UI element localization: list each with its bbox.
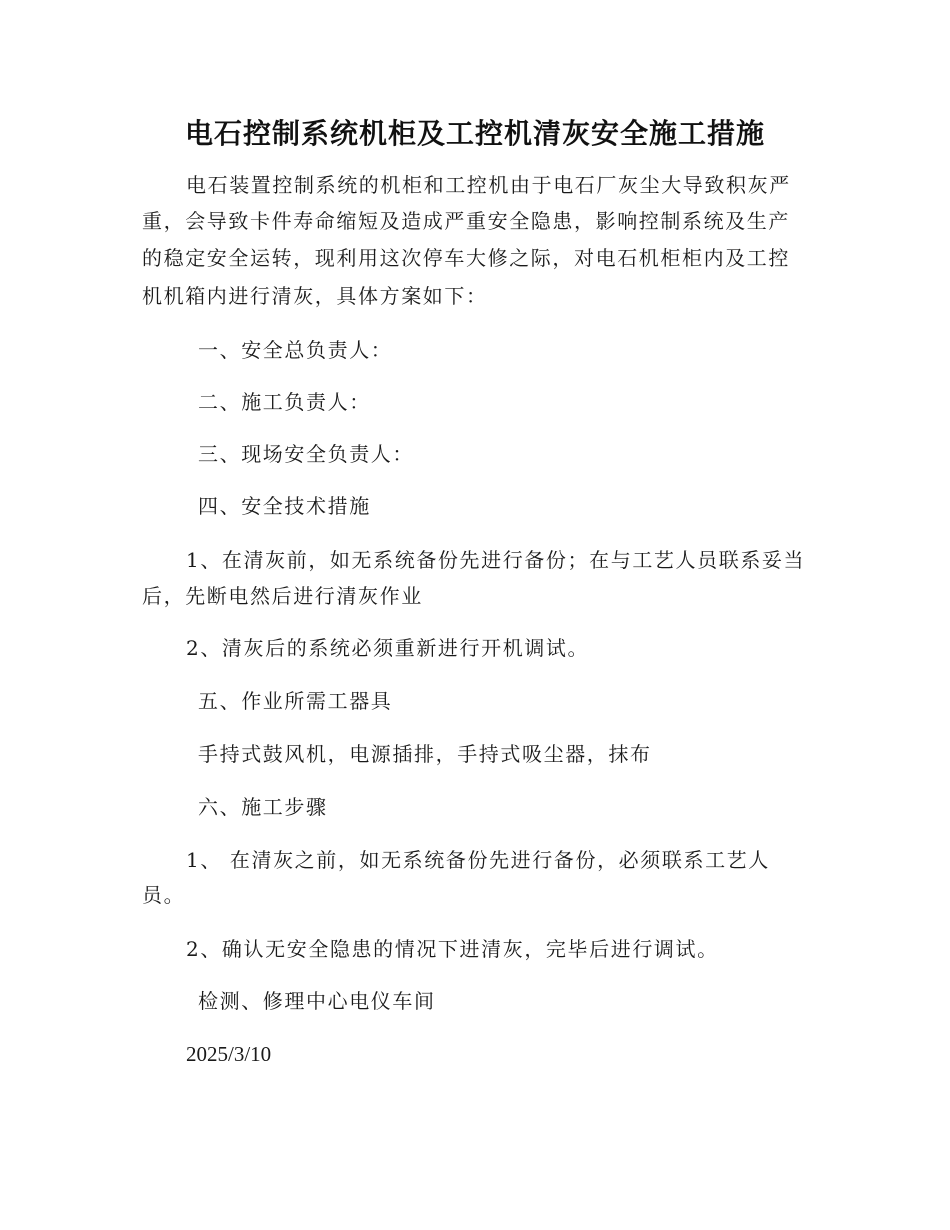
intro-line-2: 重，会导致卡件寿命缩短及造成严重安全隐患，影响控制系统及生产 [142, 209, 790, 233]
intro-line-3: 的稳定安全运转，现利用这次停车大修之际，对电石机柜柜内及工控 [142, 246, 790, 270]
section-heading-3: 三、现场安全负责人： [198, 442, 414, 466]
step-1-line-2: 员。 [142, 883, 186, 907]
step-2: 2、确认无安全隐患的情况下进清灰，完毕后进行调试。 [186, 937, 719, 961]
intro-line-1: 电石装置控制系统的机柜和工控机由于电石厂灰尘大导致积灰严 [186, 173, 791, 197]
tools-list: 手持式鼓风机，电源插排，手持式吸尘器，抹布 [198, 742, 652, 766]
measure-2: 2、清灰后的系统必须重新进行开机调试。 [186, 636, 590, 660]
section-heading-1: 一、安全总负责人： [198, 338, 393, 362]
step-1-line-1: 1、 在清灰之前，如无系统备份先进行备份，必须联系工艺人 [186, 848, 770, 872]
section-heading-4: 四、安全技术措施 [198, 494, 371, 518]
section-heading-2: 二、施工负责人： [198, 390, 371, 414]
section-heading-6: 六、施工步骤 [198, 795, 328, 819]
intro-line-4: 机机箱内进行清灰，具体方案如下： [142, 284, 488, 308]
section-heading-5: 五、作业所需工器具 [198, 689, 393, 713]
document-title: 电石控制系统机柜及工控机清灰安全施工措施 [184, 117, 765, 150]
measure-1-line-2: 后，先断电然后进行清灰作业 [142, 584, 423, 608]
department-signature: 检测、修理中心电仪车间 [198, 989, 436, 1013]
document-date: 2025/3/10 [186, 1042, 272, 1066]
measure-1-line-1: 1、在清灰前，如无系统备份先进行备份；在与工艺人员联系妥当 [186, 548, 806, 572]
